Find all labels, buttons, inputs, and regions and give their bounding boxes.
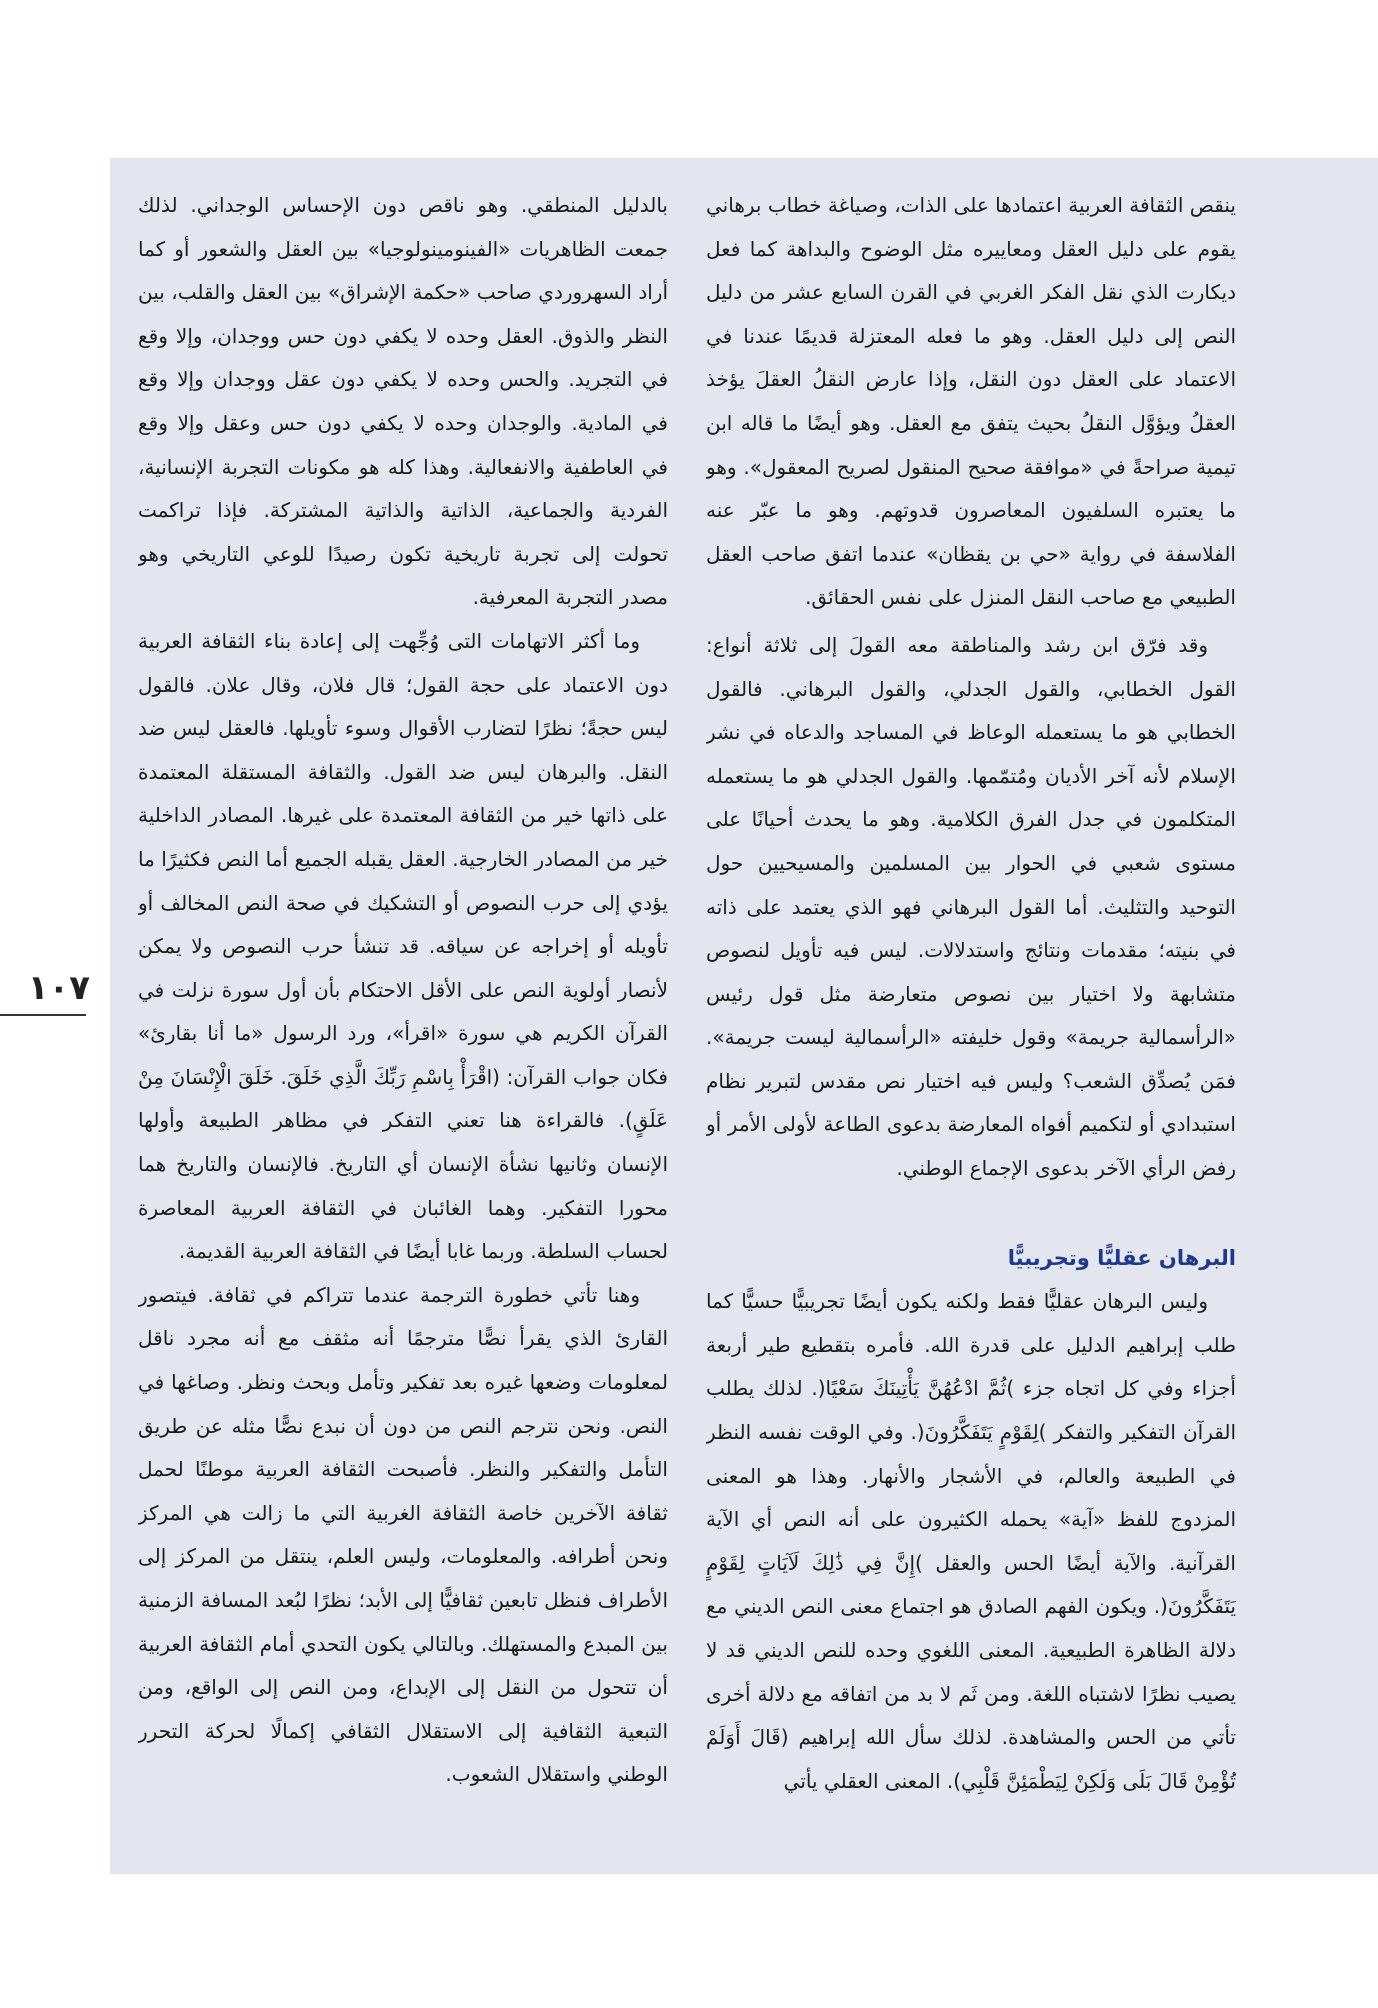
paragraph: وقد فرّق ابن رشد والمناطقة معه القولَ إلى ثلاثة أنواع: القول الخطابي، والقول الجدلي، والقول البرهاني. فالقول الخطابي هو ما يستعمله الوعاظ في المساجد والدعاه في نشر الإسلام لأنه آخر الأديان ومُتمّمها. والقول الجدلي هو ما يستعمله المتكلمون في جدل الفرق الكلامية. وهو ما يحدث أحيانًا على مستوى شعبي في الحوار بين المسلمين والمسيحيين حول التوحيد والتثليث. أما القول البرهاني فهو الذي يعتمد على ذاته في بنيته؛ مقدمات ونتائج واستدلالات. ليس فيه تأويل لنصوص متشابهة ولا اختيار بين نصوص متعارضة مثل قول رئيس «الرأسمالية جريمة» وقول خليفته «الرأسمالية ليست جريمة». فمَن يُصدِّق الشعب؟ وليس فيه اختيار نص مقدس لتبرير نظام استبدادي أو لتكميم أفواه المعارضة بدعوى الطاعة لأولى الأمر أو رفض الرأي الآخر بدعوى الإجماع الوطني. (706, 632, 1236, 1181)
paragraph: ينقص الثقافة العربية اعتمادها على الذات، وصياغة خطاب برهاني يقوم على دليل العقل ومعاييره مثل الوضوح والبداهة كما فعل ديكارت الذي نقل الفكر الغربي في القرن السابع عشر من دليل النص إلى دليل العقل. وهو ما فعله المعتزلة قديمًا عندنا في الاعتماد على العقل دون النقل، وإذا عارض النقلُ العقلَ يؤخذ العقلُ ويؤوَّل النقلُ بحيث يتفق مع العقل. وهو أيضًا ما قاله ابن تيمية صراحةً في «موافقة صحيح المنقول لصريح المعقول». وهو ما يعتبره السلفيون المعاصرون قدوتهم. وهو ما عبّر عنه الفلاسفة في رواية «حي بن يقظان» عندما اتفق صاحب العقل الطبيعي مع صاحب النقل المنزل على نفس الحقائق. (706, 193, 1236, 610)
paragraph: وما أكثر الاتهامات التى وُجِّهت إلى إعادة بناء الثقافة العربية دون الاعتماد على حجة القول؛ قال فلان، وقال علان. فالقول ليس حجةً؛ نظرًا لتضارب الأقوال وسوء تأويلها. فالعقل ليس ضد النقل. والبرهان ليس ضد القول. والثقافة المستقلة المعتمدة على ذاتها خير من الثقافة المعتمدة على غيرها. المصادر الداخلية خير من المصادر الخارجية. العقل يقبله الجميع أما النص فكثيرًا ما يؤدي إلى حرب النصوص أو التشكيك في صحة النص المخالف أو تأويله أو إخراجه عن سياقه. قد تنشأ حرب النصوص ولا يمكن لأنصار أولوية النص على الأقل الاحتكام بأن أول سورة نزلت في القرآن الكريم هي سورة «اقرأ»، ورد الرسول «ما أنا بقارئ» فكان جواب القرآن: (اقْرَأْ بِاسْمِ رَبِّكَ الَّذِي خَلَقَ. خَلَقَ الْإِنْسَانَ مِنْ عَلَقٍ). فالقراءة هنا تعني التفكر في مظاهر الطبيعة وأولها الإنسان وثانيها نشأة الإنسان أي التاريخ. فالإنسان والتاريخ هما محورا التفكير. وهما الغائبان في الثقافة العربية المعاصرة لحساب السلطة. وربما غابا أيضًا في الثقافة العربية القديمة. (138, 628, 668, 1264)
paragraph: وهنا تأتي خطورة الترجمة عندما تتراكم في ثقافة. فيتصور القارئ الذي يقرأ نصًّا مترجمًا أنه مثقف مع أنه مجرد ناقل لمعلومات وضعها غيره بعد تفكير وتأمل وبحث ونظر. وصاغها في النص. ونحن نترجم النص من دون أن نبدع نصًّا مثله عن طريق التأمل والتفكير والنظر. فأصبحت الثقافة العربية موطنًا لحمل ثقافة الآخرين خاصة الثقافة الغربية التي ما زالت هي المركز ونحن أطرافه. والمعلومات، وليس العلم، ينتقل من المركز إلى الأطراف فنظل تابعين ثقافيًّا إلى الأبد؛ نظرًا لبُعد المسافة الزمنية بين المبدع والمستهلك. وبالتالي يكون التحدي أمام الثقافة العربية أن تتحول من النقل إلى الإبداع، ومن النص إلى الواقع، ومن التبعية الثقافية إلى الاستقلال الثقافي إكمالًا لحركة التحرر الوطني واستقلال الشعوب. (138, 1282, 668, 1787)
page-number: ١٠٧ (27, 968, 90, 1008)
left-text-column (138, 184, 668, 1796)
paragraph: وليس البرهان عقليًّا فقط ولكنه يكون أيضًا تجريبيًّا حسيًّا كما طلب إبراهيم الدليل على قدرة الله. فأمره بتقطيع طير أربعة أجزاء وفي كل اتجاه جزء )ثُمَّ ادْعُهُنَّ يَأْتِينَكَ سَعْيًا(. لذلك يطلب القرآن التفكير والتفكر )لِقَوْمٍ يَتَفَكَّرُونَ(. وفي الوقت نفسه النظر في الطبيعة والعالم، في الأشجار والأنهار. وهذا هو المعنى المزدوج للفظ «آية» يحمله الكثيرون على أنه النص أي الآية القرآنية. والآية أيضًا الحس والعقل )إِنَّ فِي ذَٰلِكَ لَآيَاتٍ لِقَوْمٍ يَتَفَكَّرُونَ(. ويكون الفهم الصادق هو اجتماع معنى النص الديني مع دلالة الظاهرة الطبيعية. المعنى اللغوي وحده للنص الديني قد لا يصيب نظرًا لاشتباه اللغة. ومن ثَم لا بد من اتفاقه مع دلالة أخرى تأتي من الحس والمشاهدة. لذلك سأل الله إبراهيم (قَالَ أَوَلَمْ تُؤْمِنْ قَالَ بَلَى وَلَكِنْ لِيَطْمَئِنَّ قَلْبِي). المعنى العقلي يأتي (706, 1289, 1236, 1793)
section-heading: البرهان عقليًّا وتجريبيًّا (1007, 1245, 1236, 1270)
right-text-column (706, 184, 1236, 1856)
paragraph: بالدليل المنطقي. وهو ناقص دون الإحساس الوجداني. لذلك جمعت الظاهريات «الفينومينولوجيا» بين العقل والشعور أو كما أراد السهروردي صاحب «حكمة الإشراق» بين العقل والقلب، بين النظر والذوق. العقل وحده لا يكفي دون حس ووجدان، وإلا وقع في التجريد. والحس وحده لا يكفي دون عقل ووجدان وإلا وقع في المادية. والوجدان وحده لا يكفي دون حس وعقل وإلا وقع في العاطفية والانفعالية. وهذا كله هو مكونات التجربة الإنسانية، الفردية والجماعية، الذاتية والذاتية المشتركة. فإذا تراكمت تحولت إلى تجربة تاريخية تكون رصيدًا للوعي التاريخي وهو مصدر التجربة المعرفية. (138, 193, 668, 610)
page-number-rule (0, 1014, 86, 1016)
